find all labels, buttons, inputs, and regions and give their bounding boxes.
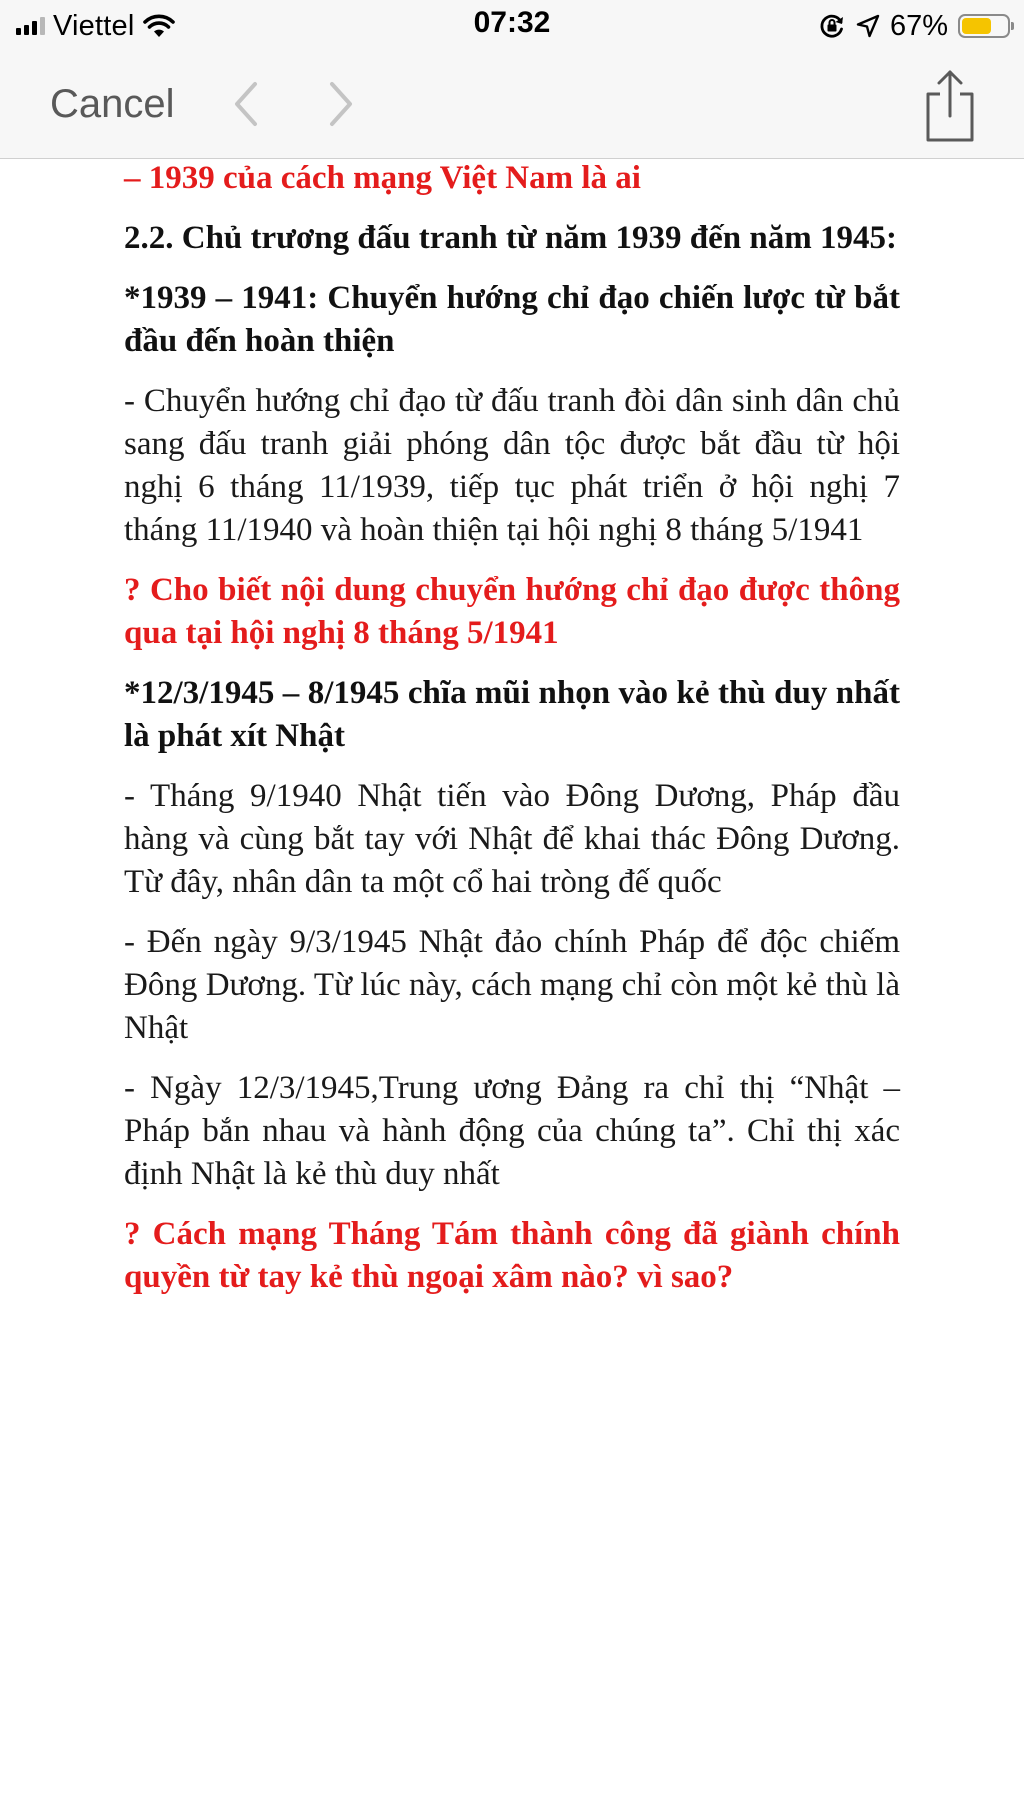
doc-question-heading: – 1939 của cách mạng Việt Nam là ai <box>124 160 641 196</box>
rotation-lock-icon <box>818 12 846 40</box>
location-icon <box>856 14 880 38</box>
doc-paragraph: - Ngày 12/3/1945,Trung ương Đảng ra chỉ thị “Nhật – Pháp bắn nhau và hành động của chúng ta”. Chỉ thị xác định Nhật là kẻ thù duy nhất <box>124 1070 900 1192</box>
battery-icon <box>958 14 1010 38</box>
battery-percent: 67% <box>889 9 948 42</box>
doc-question: ? Cách mạng Tháng Tám thành công đã giành chính quyền từ tay kẻ thù ngoại xâm nào? vì sao? <box>124 1216 900 1295</box>
nav-bar <box>0 52 1024 159</box>
chevron-right-icon[interactable] <box>322 76 362 132</box>
status-right <box>818 8 1010 44</box>
status-bar <box>0 0 1024 52</box>
cancel-button[interactable]: Cancel <box>50 82 175 126</box>
status-time: 07:32 <box>473 6 551 39</box>
carrier-name: Viettel <box>53 9 135 42</box>
battery-fill <box>962 18 991 34</box>
doc-subheading-1945: *12/3/1945 – 8/1945 chĩa mũi nhọn vào kẻ thù duy nhất là phát xít Nhật <box>124 675 900 754</box>
doc-subheading-1939-1941: *1939 – 1941: Chuyển hướng chỉ đạo chiến lược từ bắt đầu đến hoàn thiện <box>124 280 900 359</box>
doc-paragraph: - Đến ngày 9/3/1945 Nhật đảo chính Pháp để độc chiếm Đông Dương. Từ lúc này, cách mạng chỉ còn một kẻ thù là Nhật <box>124 924 900 1046</box>
share-icon[interactable] <box>922 68 978 144</box>
doc-paragraph: - Chuyển hướng chỉ đạo từ đấu tranh đòi dân sinh dân chủ sang đấu tranh giải phóng dân tộc được bắt đầu từ hội nghị 6 tháng 11/1939, tiếp tục phát triển ở hội nghị 7 tháng 11/1940 và hoàn thiện tại hội nghị 8 tháng 5/1941 <box>124 383 900 548</box>
chevron-left-icon[interactable] <box>225 76 265 132</box>
doc-question: ? Cho biết nội dung chuyển hướng chỉ đạo được thông qua tại hội nghị 8 tháng 5/1941 <box>124 572 900 651</box>
doc-section-heading: 2.2. Chủ trương đấu tranh từ năm 1939 đến năm 1945: <box>124 220 897 256</box>
document-page <box>124 159 900 1316</box>
document-viewer[interactable] <box>0 159 1024 1820</box>
doc-paragraph: - Tháng 9/1940 Nhật tiến vào Đông Dương, Pháp đầu hàng và cùng bắt tay với Nhật để khai thác Đông Dương. Từ đây, nhân dân ta một cổ hai tròng đế quốc <box>124 778 900 900</box>
